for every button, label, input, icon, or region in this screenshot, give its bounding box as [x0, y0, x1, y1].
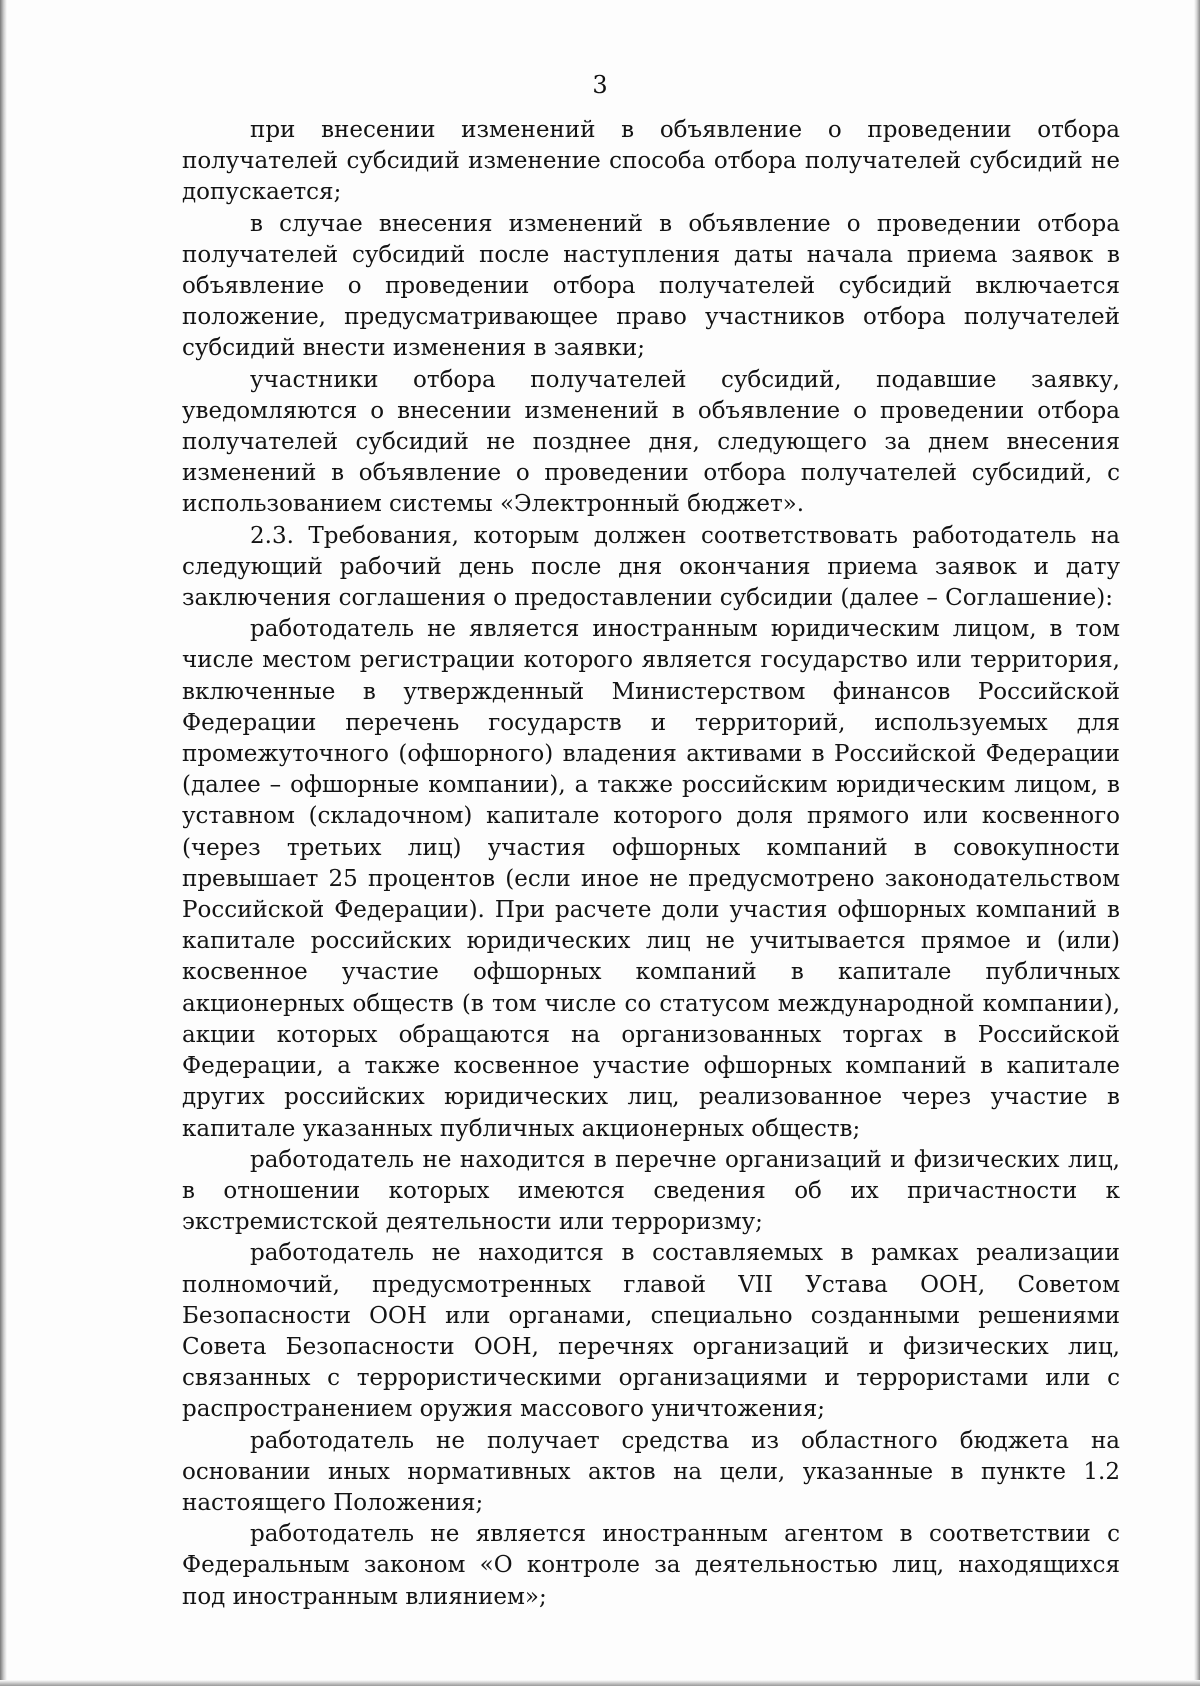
paragraph: работодатель не находится в составляемых в рамках реализации полномочий, предусмотренных главой VII Устава ООН, Советом Безопасности ООН или органами, специально созданными решениями Совета Безопасности ООН, перечнях организаций и физических лиц, связанных с террористическими организациями и террористами или с распространением оружия массового уничтожения; — [182, 1240, 1120, 1423]
paragraph: работодатель не является иностранным агентом в соответствии с Федеральным законом «О контроле за деятельностью лиц, находящихся под иностранным влиянием»; — [182, 1521, 1120, 1610]
page-number: 3 — [592, 71, 608, 99]
paragraph: при внесении изменений в объявление о проведении отбора получателей субсидий изменение способа отбора получателей субсидий не допускается; — [182, 117, 1120, 206]
document-body — [182, 115, 1120, 1613]
paragraph: работодатель не получает средства из областного бюджета на основании иных нормативных актов на цели, указанные в пункте 1.2 настоящего Положения; — [182, 1427, 1120, 1516]
paragraph: работодатель не находится в перечне организаций и физических лиц, в отношении которых имеются сведения об их причастности к экстремистской деятельности или терроризму; — [182, 1146, 1120, 1236]
paragraph: работодатель не является иностранным юридическим лицом, в том числе местом регистрации которого является государство или территория, включенные в утвержденный Министерством финансов Российской Федерации перечень государств и территорий, используемых для промежуточного (офшорного) владения активами в Российской Федерации (далее – офшорные компании), а также российским юридическим лицом, в уставном (складочном) капитале которого доля прямого или косвенного (через третьих лиц) участия офшорных компаний в совокупности превышает 25 процентов (если иное не предусмотрено законодательством Российской Федерации). При расчете доли участия офшорных компаний в капитале российских юридических лиц не учитывается прямое и (или) косвенное участие офшорных компаний в капитале публичных акционерных обществ (в том числе со статусом международной компании), акции которых обращаются на организованных торгах в Российской Федерации, а также косвенное участие офшорных компаний в капитале других российских юридических лиц, реализованное через участие в капитале указанных публичных акционерных обществ; — [182, 616, 1120, 1142]
scan-edge-right — [1194, 0, 1200, 1686]
paragraph: участники отбора получателей субсидий, подавшие заявку, уведомляются о внесении изменений в объявление о проведении отбора получателей субсидий не позднее дня, следующего за днем внесения изменений в объявление о проведении отбора получателей субсидий, с использованием системы «Электронный бюджет». — [182, 366, 1120, 518]
scan-edge-left — [0, 0, 7, 1686]
scan-edge-bottom — [0, 1680, 1200, 1686]
paragraph: в случае внесения изменений в объявление о проведении отбора получателей субсидий после наступления даты начала приема заявок в объявление о проведении отбора получателей субсидий включается положение, предусматривающее право участников отбора получателей субсидий внести изменения в заявки; — [182, 210, 1120, 362]
paragraph: 2.3. Требования, которым должен соответствовать работодатель на следующий рабочий день после дня окончания приема заявок и дату заключения соглашения о предоставлении субсидии (далее – Соглашение): — [182, 522, 1120, 612]
